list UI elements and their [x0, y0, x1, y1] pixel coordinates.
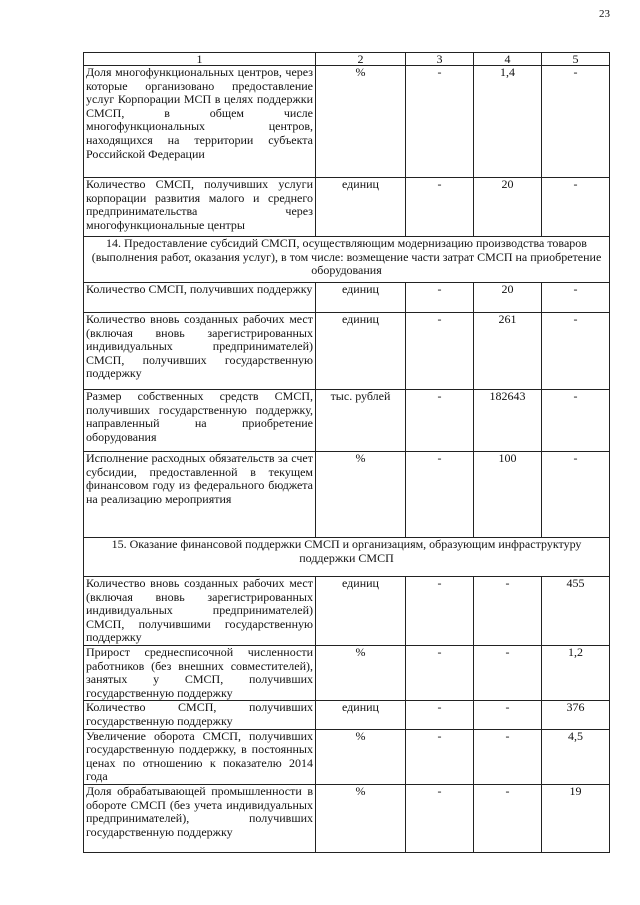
col-3-cell: -	[406, 313, 474, 390]
unit-cell: единиц	[316, 701, 406, 729]
col-4-cell: 20	[474, 178, 542, 237]
table-row	[84, 313, 610, 390]
unit-cell: тыс. рублей	[316, 390, 406, 452]
header-col-5: 5	[542, 53, 610, 66]
col-3-cell: -	[406, 390, 474, 452]
col-5-cell: 19	[542, 784, 610, 852]
col-3-cell: -	[406, 577, 474, 646]
col-4-cell: 20	[474, 283, 542, 313]
unit-cell: %	[316, 729, 406, 784]
col-5-cell: 376	[542, 701, 610, 729]
col-3-cell: -	[406, 283, 474, 313]
header-col-3: 3	[406, 53, 474, 66]
unit-cell: %	[316, 452, 406, 538]
header-col-1: 1	[84, 53, 316, 66]
col-5-cell: 1,2	[542, 645, 610, 700]
unit-cell: единиц	[316, 283, 406, 313]
header-col-2: 2	[316, 53, 406, 66]
col-4-cell: 182643	[474, 390, 542, 452]
table-row	[84, 645, 610, 700]
col-5-cell: -	[542, 452, 610, 538]
table-row	[84, 178, 610, 237]
indicator-name-cell: Увеличение оборота СМСП, получивших государственную поддержку, в постоянных ценах по отношению к показателю 2014 года	[84, 729, 316, 784]
table-row	[84, 701, 610, 729]
indicator-name-cell: Количество СМСП, получивших поддержку	[84, 283, 316, 313]
col-4-cell: 261	[474, 313, 542, 390]
section-header-row	[84, 538, 610, 577]
table-row	[84, 577, 610, 646]
table-row	[84, 452, 610, 538]
unit-cell: %	[316, 645, 406, 700]
col-4-cell: 100	[474, 452, 542, 538]
col-4-cell: -	[474, 729, 542, 784]
col-3-cell: -	[406, 784, 474, 852]
col-4-cell: -	[474, 645, 542, 700]
col-5-cell: -	[542, 283, 610, 313]
indicator-name-cell: Размер собственных средств СМСП, получивших государственную поддержку, направленный на приобретение оборудования	[84, 390, 316, 452]
col-5-cell: -	[542, 313, 610, 390]
table-header-row	[84, 53, 610, 66]
col-3-cell: -	[406, 645, 474, 700]
col-3-cell: -	[406, 66, 474, 178]
indicator-name-cell: Прирост среднесписочной численности работников (без внешних совместителей), занятых у СМСП, получивших государственную поддержку	[84, 645, 316, 700]
section-title: 15. Оказание финансовой поддержки СМСП и организациям, образующим инфраструктуру поддержки СМСП	[84, 538, 610, 577]
section-title: 14. Предоставление субсидий СМСП, осуществляющим модернизацию производства товаров (выполнения работ, оказания услуг), в том числе: возмещение части затрат СМСП на приобретение оборудования	[84, 237, 610, 283]
page-number: 23	[599, 8, 610, 20]
col-3-cell: -	[406, 178, 474, 237]
col-4-cell: 1,4	[474, 66, 542, 178]
indicators-table	[83, 52, 610, 853]
col-5-cell: -	[542, 178, 610, 237]
section-header-row	[84, 237, 610, 283]
indicator-name-cell: Количество СМСП, получивших государственную поддержку	[84, 701, 316, 729]
indicator-name-cell: Исполнение расходных обязательств за счет субсидии, предоставленной в текущем финансовом году из федерального бюджета на реализацию мероприятия	[84, 452, 316, 538]
col-3-cell: -	[406, 701, 474, 729]
indicator-name-cell: Количество вновь созданных рабочих мест (включая вновь зарегистрированных индивидуальных предпринимателей) СМСП, получившими государственную поддержку	[84, 577, 316, 646]
col-3-cell: -	[406, 452, 474, 538]
table-row	[84, 784, 610, 852]
unit-cell: единиц	[316, 178, 406, 237]
col-4-cell: -	[474, 701, 542, 729]
header-col-4: 4	[474, 53, 542, 66]
table-row	[84, 729, 610, 784]
unit-cell: %	[316, 66, 406, 178]
col-5-cell: 455	[542, 577, 610, 646]
table-row	[84, 283, 610, 313]
col-4-cell: -	[474, 784, 542, 852]
table-row	[84, 390, 610, 452]
col-4-cell: -	[474, 577, 542, 646]
col-5-cell: 4,5	[542, 729, 610, 784]
col-5-cell: -	[542, 390, 610, 452]
table-row	[84, 66, 610, 178]
indicator-name-cell: Количество СМСП, получивших услуги корпорации развития малого и среднего предпринимательства через многофункциональные центры	[84, 178, 316, 237]
unit-cell: единиц	[316, 313, 406, 390]
indicator-name-cell: Количество вновь созданных рабочих мест (включая вновь зарегистрированных индивидуальных предпринимателей) СМСП, получивших государственную поддержку	[84, 313, 316, 390]
unit-cell: единиц	[316, 577, 406, 646]
indicator-name-cell: Доля многофункциональных центров, через которые организовано предоставление услуг Корпорации МСП в целях поддержки СМСП, в общем числе многофункциональных центров, находящихся на территории субъекта Российской Федерации	[84, 66, 316, 178]
unit-cell: %	[316, 784, 406, 852]
col-3-cell: -	[406, 729, 474, 784]
col-5-cell: -	[542, 66, 610, 178]
indicator-name-cell: Доля обрабатывающей промышленности в обороте СМСП (без учета индивидуальных предпринимателей), получивших государственную поддержку	[84, 784, 316, 852]
